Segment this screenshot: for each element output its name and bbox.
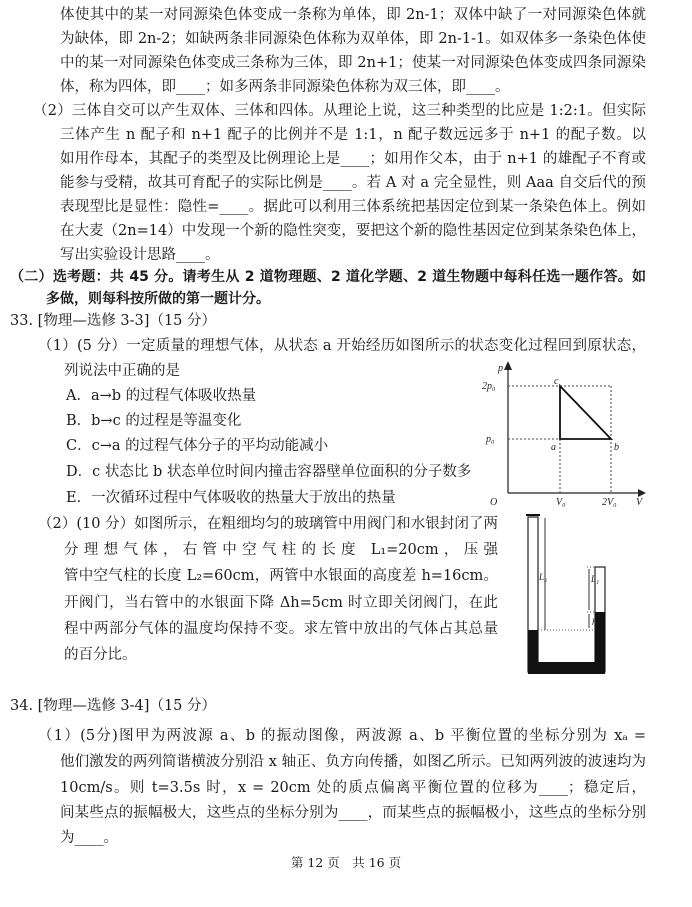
point-a: a (551, 442, 556, 453)
text-line: 体使其中的某一对同源染色体变成一条称为单体，即 2n-1；双体中缺了一对同源染色体就 (60, 7, 646, 23)
text-line: 管中空气柱的长度 L₂=60cm，两管中水银面的高度差 h=16cm。 (64, 568, 498, 584)
axis-p-label: p (498, 363, 503, 374)
label-l2: L₂ (539, 572, 548, 582)
option-d: D．c 状态比 b 状态单位时间内撞击容器壁单位面积的分子数多 (66, 464, 472, 480)
label-h: h (592, 617, 597, 627)
text-line: 中的某一对同源染色体变成三条称为三体，即 2n+1；使某一对同源染色体变成四条同源染 (60, 55, 646, 71)
pv-diagram (478, 358, 648, 508)
point-c: c (554, 376, 559, 387)
text-line: 他们激发的两列简谐横波分别沿 x 轴正、负方向传播，如图乙所示。已知两列波的波速均为 (60, 754, 646, 770)
question-title: 34. [物理—选修 3-4]（15 分） (10, 698, 217, 714)
tick-2v0: 2V₀ (602, 497, 617, 508)
text-line: 为____。 (60, 830, 118, 846)
axis-v-label: V (636, 497, 643, 508)
tick-v0: V₀ (556, 497, 566, 508)
text-line: 写出实验设计思路____。 (60, 247, 220, 263)
text-line: （2）三体自交可以产生双体、三体和四体。从理论上说，这三种类型的比应是 1:2:1。但实际 (33, 103, 646, 119)
option-b: B．b→c 的过程是等温变化 (66, 413, 242, 429)
text-line: 能参与受精，故其可育配子的实际比例是____。若 A 对 a 完全显性，则 Aaa 自交后代的预 (60, 175, 646, 191)
text-line: 程中两部分气体的温度均保持不变。求左管中放出的气体占其总量 (64, 621, 498, 637)
question-title: 33. [物理—选修 3-3]（15 分） (10, 313, 217, 329)
page-number: 第 12 页 共 16 页 (290, 855, 402, 870)
label-l1: L₁ (591, 574, 600, 584)
option-e: E．一次循环过程中气体吸收的热量大于放出的热量 (66, 490, 396, 506)
text-line: （1）(5 分）一定质量的理想气体，从状态 a 开始经历如图所示的状态变化过程回到原状态， (38, 338, 646, 354)
text-line: 在大麦（2n=14）中发现一个新的隐性突变，要把这个新的隐性基因定位到某条染色体上， (60, 223, 646, 239)
u-tube-diagram (525, 512, 615, 682)
tick-p0: p₀ (486, 434, 495, 445)
text-line: 开阀门，当右管中的水银面下降 Δh=5cm 时立即关闭阀门，在此 (64, 595, 498, 611)
text-line: 如用作母本，其配子的类型及比例理论上是____；如用作父本，由于 n+1 的雄配子不育或 (60, 151, 646, 167)
section-heading: （二）选考题：共 45 分。请考生从 2 道物理题、2 道化学题、2 道生物题中每科任选一题作答。如 (10, 269, 646, 285)
text-line: 表现型比是显性：隐性=____。据此可以利用三体系统把基因定位到某一条染色体上。例如 (60, 199, 646, 215)
text-line: 三体产生 n 配子和 n+1 配子的比例并不是 1:1，n 配子数远远多于 n+1 的配子数。以 (60, 127, 646, 143)
option-a: A．a→b 的过程气体吸收热量 (66, 388, 257, 404)
text-line: 分理想气体，右管中空气柱的长度 L₁=20cm，压强 (64, 542, 498, 558)
tick-2p0: 2p₀ (482, 381, 496, 392)
text-line: 10cm/s。则 t=3.5s 时，x = 20cm 处的质点偏离平衡位置的位移为____；稳定后， (60, 780, 646, 796)
text-line: 为缺体，即 2n-2；如缺两条非同源染色体称为双单体，即 2n-1-1。如双体多一条染色体使 (60, 31, 646, 47)
text-line: 列说法中正确的是 (64, 363, 180, 379)
text-line: （1）(5分)图甲为两波源 a、b 的振动图像，两波源 a、b 平衡位置的坐标分别为 xₐ = (38, 728, 646, 744)
option-c: C．c→a 的过程气体分子的平均动能减小 (66, 438, 329, 454)
point-b: b (614, 442, 619, 453)
origin-label: O (490, 497, 498, 508)
text-line: （2）(10 分）如图所示，在粗细均匀的玻璃管中用阀门和水银封闭了两 (38, 516, 498, 532)
text-line: 的百分比。 (64, 647, 137, 663)
text-line: 体，称为四体，即____；如多两条非同源染色体称为双三体，即____。 (60, 79, 510, 95)
section-heading: 多做，则每科按所做的第一题计分。 (46, 291, 270, 307)
text-line: 间某些点的振幅极大，这些点的坐标分别为____，而某些点的振幅极小，这些点的坐标分别 (60, 805, 646, 821)
